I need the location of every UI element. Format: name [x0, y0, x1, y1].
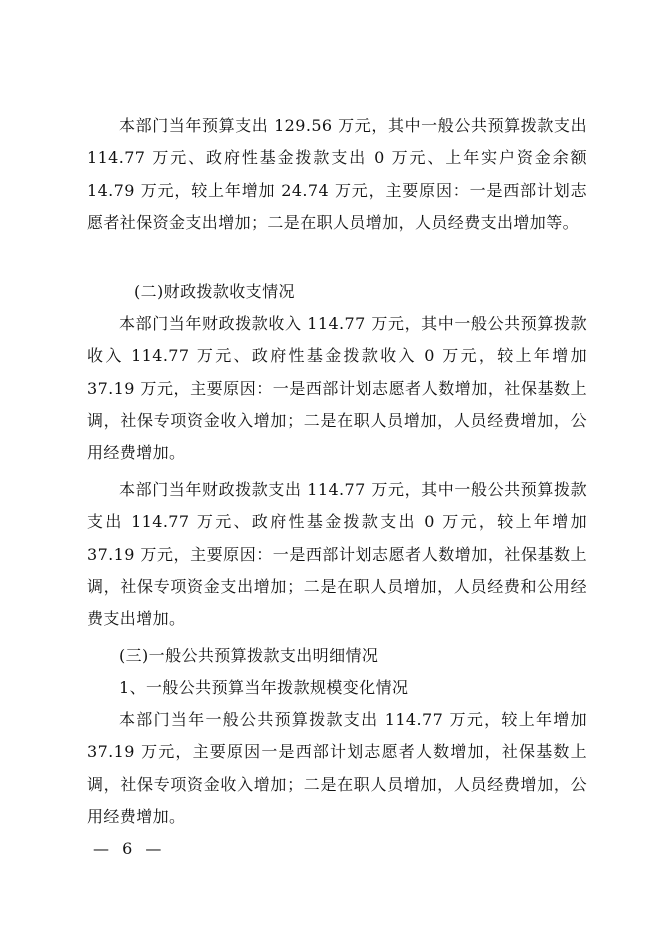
paragraph-fiscal-expense: 本部门当年财政拨款支出 114.77 万元，其中一般公共预算拨款支出 114.77 万元、政府性基金拨款支出 0 万元，较上年增加 37.19 万元，主要原因：一是西部计划志愿者人数增加，社保基数上调，社保专项资金支出增加；二是在职人员增加，人员经费和公用经费支出增加。 — [87, 480, 587, 629]
heading-fiscal-appropriation: (二)财政拨款收支情况 — [134, 282, 295, 301]
page-number: — 6 — — [93, 839, 166, 858]
paragraph-fiscal-income: 本部门当年财政拨款收入 114.77 万元，其中一般公共预算拨款收入 114.77 万元、政府性基金拨款收入 0 万元，较上年增加 37.19 万元，主要原因：一是西部计划志愿者人数增加，社保基数上调，社保专项资金收入增加；二是在职人员增加，人员经费增加，公用经费增加。 — [87, 314, 587, 463]
paragraph-general-expense: 本部门当年一般公共预算拨款支出 114.77 万元，较上年增加 37.19 万元，主要原因一是西部计划志愿者人数增加，社保基数上调，社保专项资金收入增加；二是在职人员增加，人员经费增加，公用经费增加。 — [87, 710, 587, 826]
heading-general-budget-detail: (三)一般公共预算拨款支出明细情况 — [119, 646, 379, 665]
subheading-scale-change: 1、一般公共预算当年拨款规模变化情况 — [119, 678, 409, 697]
paragraph-budget-expense: 本部门当年预算支出 129.56 万元，其中一般公共预算拨款支出 114.77 万元、政府性基金拨款支出 0 万元、上年实户资金余额 14.79 万元，较上年增加 24.74 万元，主要原因：一是西部计划志愿者社保资金支出增加；二是在职人员增加，人员经费支出增加等。 — [87, 116, 587, 232]
